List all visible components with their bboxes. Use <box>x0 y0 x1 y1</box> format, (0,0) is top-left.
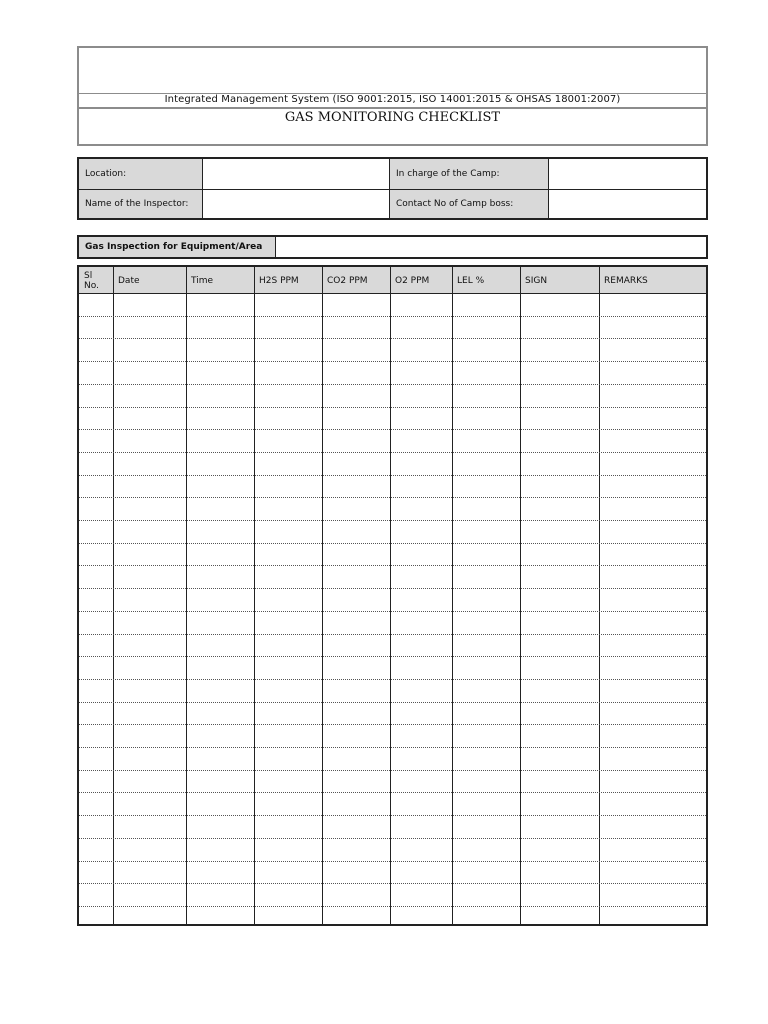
table-cell[interactable] <box>114 680 185 701</box>
table-cell[interactable] <box>453 793 519 814</box>
table-cell[interactable] <box>600 884 705 905</box>
table-cell[interactable] <box>255 884 321 905</box>
table-cell[interactable] <box>453 498 519 519</box>
table-cell[interactable] <box>323 703 389 724</box>
table-cell[interactable] <box>600 725 705 746</box>
table-cell[interactable] <box>255 612 321 633</box>
table-cell[interactable] <box>521 317 598 338</box>
table-cell[interactable] <box>521 453 598 474</box>
table-cell[interactable] <box>391 725 451 746</box>
table-cell[interactable] <box>187 839 253 860</box>
table-cell[interactable] <box>323 521 389 542</box>
table-cell[interactable] <box>114 385 185 406</box>
header-col-sl-no: Sl No. <box>84 271 99 291</box>
table-cell[interactable] <box>600 703 705 724</box>
table-cell[interactable] <box>255 317 321 338</box>
table-cell[interactable] <box>114 816 185 837</box>
table-cell[interactable] <box>80 771 112 792</box>
location-label: Location: <box>79 159 202 189</box>
table-cell[interactable] <box>453 521 519 542</box>
table-cell[interactable] <box>453 339 519 360</box>
table-cell[interactable] <box>255 816 321 837</box>
table-cell[interactable] <box>323 544 389 565</box>
table-cell[interactable] <box>255 725 321 746</box>
gas-log-table <box>77 265 708 926</box>
table-cell[interactable] <box>80 385 112 406</box>
table-cell[interactable] <box>453 453 519 474</box>
table-cell[interactable] <box>521 703 598 724</box>
table-cell[interactable] <box>391 839 451 860</box>
table-cell[interactable] <box>521 408 598 429</box>
table-cell[interactable] <box>114 408 185 429</box>
table-cell[interactable] <box>521 339 598 360</box>
table-cell[interactable] <box>600 862 705 883</box>
table-cell[interactable] <box>255 589 321 610</box>
table-cell[interactable] <box>187 612 253 633</box>
gas-inspection-label: Gas Inspection for Equipment/Area <box>79 237 276 257</box>
table-cell[interactable] <box>391 680 451 701</box>
table-cell[interactable] <box>187 498 253 519</box>
header-col-co2: CO2 PPM <box>327 276 368 286</box>
table-cell[interactable] <box>255 408 321 429</box>
table-cell[interactable] <box>600 566 705 587</box>
header-col-h2s: H2S PPM <box>259 276 299 286</box>
table-cell[interactable] <box>600 839 705 860</box>
table-cell[interactable] <box>521 816 598 837</box>
table-cell[interactable] <box>80 703 112 724</box>
table-cell[interactable] <box>391 544 451 565</box>
table-cell[interactable] <box>600 793 705 814</box>
table-cell[interactable] <box>80 521 112 542</box>
table-cell[interactable] <box>80 294 112 315</box>
table-cell[interactable] <box>453 544 519 565</box>
table-cell[interactable] <box>255 635 321 656</box>
table-cell[interactable] <box>255 703 321 724</box>
management-system-line: Integrated Management System (ISO 9001:2015, ISO 14001:2015 & OHSAS 18001:2007) <box>79 93 706 109</box>
table-cell[interactable] <box>114 657 185 678</box>
contact-label: Contact No of Camp boss: <box>390 190 548 218</box>
table-cell[interactable] <box>521 589 598 610</box>
table-cell[interactable] <box>453 635 519 656</box>
table-cell[interactable] <box>323 748 389 769</box>
table-cell[interactable] <box>600 339 705 360</box>
table-cell[interactable] <box>255 498 321 519</box>
table-cell[interactable] <box>521 294 598 315</box>
table-cell[interactable] <box>114 725 185 746</box>
table-cell[interactable] <box>114 771 185 792</box>
table-cell[interactable] <box>521 862 598 883</box>
table-cell[interactable] <box>255 453 321 474</box>
table-cell[interactable] <box>187 430 253 451</box>
info-row-divider <box>79 189 706 190</box>
table-cell[interactable] <box>255 771 321 792</box>
table-cell[interactable] <box>323 862 389 883</box>
table-cell[interactable] <box>391 703 451 724</box>
table-cell[interactable] <box>391 771 451 792</box>
table-cell[interactable] <box>521 884 598 905</box>
table-cell[interactable] <box>600 317 705 338</box>
table-cell[interactable] <box>114 589 185 610</box>
table-cell[interactable] <box>114 476 185 497</box>
table-cell[interactable] <box>114 703 185 724</box>
table-cell[interactable] <box>600 771 705 792</box>
table-cell[interactable] <box>80 839 112 860</box>
table-cell[interactable] <box>187 476 253 497</box>
table-cell[interactable] <box>323 725 389 746</box>
table-cell[interactable] <box>453 657 519 678</box>
table-cell[interactable] <box>521 521 598 542</box>
table-cell[interactable] <box>255 521 321 542</box>
table-cell[interactable] <box>187 816 253 837</box>
table-cell[interactable] <box>80 453 112 474</box>
table-cell[interactable] <box>323 453 389 474</box>
table-cell[interactable] <box>600 680 705 701</box>
table-cell[interactable] <box>255 385 321 406</box>
table-cell[interactable] <box>391 294 451 315</box>
table-cell[interactable] <box>187 385 253 406</box>
table-cell[interactable] <box>391 793 451 814</box>
table-cell[interactable] <box>521 839 598 860</box>
table-cell[interactable] <box>80 725 112 746</box>
table-cell[interactable] <box>187 294 253 315</box>
header-col-sign: SIGN <box>525 276 548 286</box>
table-cell[interactable] <box>323 498 389 519</box>
table-cell[interactable] <box>391 748 451 769</box>
table-cell[interactable] <box>80 430 112 451</box>
table-cell[interactable] <box>187 362 253 383</box>
table-cell[interactable] <box>600 385 705 406</box>
table-cell[interactable] <box>521 725 598 746</box>
table-cell[interactable] <box>600 362 705 383</box>
table-cell[interactable] <box>600 453 705 474</box>
inspector-field[interactable] <box>203 190 389 218</box>
table-cell[interactable] <box>453 476 519 497</box>
table-cell[interactable] <box>80 635 112 656</box>
table-cell[interactable] <box>391 498 451 519</box>
table-cell[interactable] <box>391 884 451 905</box>
table-cell[interactable] <box>323 793 389 814</box>
table-cell[interactable] <box>453 680 519 701</box>
table-cell[interactable] <box>453 816 519 837</box>
table-cell[interactable] <box>391 339 451 360</box>
table-cell[interactable] <box>187 703 253 724</box>
table-row-divider <box>79 906 706 907</box>
table-cell[interactable] <box>323 339 389 360</box>
table-cell[interactable] <box>391 612 451 633</box>
table-cell[interactable] <box>600 612 705 633</box>
table-cell[interactable] <box>600 498 705 519</box>
table-cell[interactable] <box>187 884 253 905</box>
table-cell[interactable] <box>323 430 389 451</box>
table-cell[interactable] <box>114 566 185 587</box>
document-title: GAS MONITORING CHECKLIST <box>284 110 501 125</box>
table-cell[interactable] <box>453 408 519 429</box>
table-cell[interactable] <box>80 589 112 610</box>
table-cell[interactable] <box>453 385 519 406</box>
document-header <box>77 46 708 146</box>
location-field[interactable] <box>203 159 389 189</box>
logo-area <box>79 48 706 94</box>
table-cell[interactable] <box>521 544 598 565</box>
table-cell[interactable] <box>255 680 321 701</box>
table-cell[interactable] <box>391 476 451 497</box>
table-cell[interactable] <box>323 566 389 587</box>
table-cell[interactable] <box>323 680 389 701</box>
table-cell[interactable] <box>453 566 519 587</box>
table-cell[interactable] <box>323 657 389 678</box>
table-cell[interactable] <box>114 362 185 383</box>
table-cell[interactable] <box>187 771 253 792</box>
table-cell[interactable] <box>255 544 321 565</box>
gas-inspection-field[interactable] <box>277 237 706 257</box>
table-cell[interactable] <box>391 317 451 338</box>
info-col-divider <box>202 159 203 218</box>
table-cell[interactable] <box>323 476 389 497</box>
table-cell[interactable] <box>600 635 705 656</box>
table-cell[interactable] <box>453 703 519 724</box>
table-cell[interactable] <box>323 589 389 610</box>
table-cell[interactable] <box>521 362 598 383</box>
table-cell[interactable] <box>453 884 519 905</box>
table-cell[interactable] <box>187 862 253 883</box>
camp-incharge-field[interactable] <box>549 159 706 189</box>
table-cell[interactable] <box>187 408 253 429</box>
table-cell[interactable] <box>187 566 253 587</box>
table-cell[interactable] <box>187 657 253 678</box>
table-cell[interactable] <box>80 884 112 905</box>
table-cell[interactable] <box>114 339 185 360</box>
table-cell[interactable] <box>255 362 321 383</box>
table-cell[interactable] <box>391 816 451 837</box>
table-cell[interactable] <box>114 635 185 656</box>
table-cell[interactable] <box>80 657 112 678</box>
table-cell[interactable] <box>600 589 705 610</box>
table-cell[interactable] <box>323 408 389 429</box>
table-cell[interactable] <box>521 566 598 587</box>
camp-incharge-label: In charge of the Camp: <box>390 159 548 189</box>
table-cell[interactable] <box>521 612 598 633</box>
table-cell[interactable] <box>323 884 389 905</box>
table-cell[interactable] <box>187 793 253 814</box>
table-cell[interactable] <box>521 476 598 497</box>
table-cell[interactable] <box>187 317 253 338</box>
table-cell[interactable] <box>80 408 112 429</box>
table-cell[interactable] <box>80 339 112 360</box>
table-cell[interactable] <box>114 317 185 338</box>
table-cell[interactable] <box>600 657 705 678</box>
table-cell[interactable] <box>600 816 705 837</box>
table-cell[interactable] <box>323 816 389 837</box>
table-cell[interactable] <box>323 839 389 860</box>
table-cell[interactable] <box>391 385 451 406</box>
table-cell[interactable] <box>453 771 519 792</box>
table-cell[interactable] <box>391 566 451 587</box>
table-cell[interactable] <box>521 498 598 519</box>
table-cell[interactable] <box>114 430 185 451</box>
table-cell[interactable] <box>114 793 185 814</box>
table-cell[interactable] <box>453 612 519 633</box>
table-cell[interactable] <box>187 635 253 656</box>
table-cell[interactable] <box>600 521 705 542</box>
table-cell[interactable] <box>255 566 321 587</box>
table-cell[interactable] <box>521 771 598 792</box>
table-cell[interactable] <box>114 294 185 315</box>
header-col-time: Time <box>191 276 214 286</box>
table-cell[interactable] <box>80 566 112 587</box>
table-cell[interactable] <box>453 862 519 883</box>
table-cell[interactable] <box>521 635 598 656</box>
inspector-label: Name of the Inspector: <box>79 190 202 218</box>
table-cell[interactable] <box>521 748 598 769</box>
table-cell[interactable] <box>323 362 389 383</box>
table-cell[interactable] <box>600 430 705 451</box>
table-cell[interactable] <box>80 317 112 338</box>
table-cell[interactable] <box>391 589 451 610</box>
table-cell[interactable] <box>80 862 112 883</box>
table-cell[interactable] <box>114 544 185 565</box>
table-cell[interactable] <box>521 430 598 451</box>
table-cell[interactable] <box>114 839 185 860</box>
table-cell[interactable] <box>187 725 253 746</box>
header-col-remarks: REMARKS <box>604 276 648 286</box>
table-cell[interactable] <box>80 362 112 383</box>
table-cell[interactable] <box>323 294 389 315</box>
contact-field[interactable] <box>549 190 706 218</box>
table-cell[interactable] <box>255 657 321 678</box>
table-cell[interactable] <box>323 385 389 406</box>
table-cell[interactable] <box>80 816 112 837</box>
table-cell[interactable] <box>255 430 321 451</box>
table-cell[interactable] <box>391 430 451 451</box>
table-cell[interactable] <box>255 339 321 360</box>
table-cell[interactable] <box>187 453 253 474</box>
table-cell[interactable] <box>187 339 253 360</box>
table-cell[interactable] <box>323 317 389 338</box>
table-cell[interactable] <box>453 294 519 315</box>
table-cell[interactable] <box>391 408 451 429</box>
table-cell[interactable] <box>114 498 185 519</box>
table-cell[interactable] <box>114 748 185 769</box>
table-cell[interactable] <box>80 476 112 497</box>
table-cell[interactable] <box>391 635 451 656</box>
table-cell[interactable] <box>323 771 389 792</box>
table-cell[interactable] <box>453 362 519 383</box>
table-cell[interactable] <box>114 862 185 883</box>
table-cell[interactable] <box>80 793 112 814</box>
table-cell[interactable] <box>453 317 519 338</box>
table-cell[interactable] <box>600 294 705 315</box>
table-cell[interactable] <box>187 680 253 701</box>
table-cell[interactable] <box>453 430 519 451</box>
table-cell[interactable] <box>391 657 451 678</box>
table-cell[interactable] <box>187 521 253 542</box>
table-cell[interactable] <box>600 408 705 429</box>
table-cell[interactable] <box>255 793 321 814</box>
table-cell[interactable] <box>391 453 451 474</box>
table-cell[interactable] <box>80 748 112 769</box>
table-cell[interactable] <box>600 476 705 497</box>
gas-inspection-bar <box>77 235 708 259</box>
table-cell[interactable] <box>521 385 598 406</box>
table-cell[interactable] <box>453 725 519 746</box>
table-cell[interactable] <box>255 748 321 769</box>
table-cell[interactable] <box>323 635 389 656</box>
table-cell[interactable] <box>255 294 321 315</box>
table-cell[interactable] <box>187 544 253 565</box>
table-cell[interactable] <box>453 748 519 769</box>
table-cell[interactable] <box>80 680 112 701</box>
table-cell[interactable] <box>521 793 598 814</box>
info-table <box>77 157 708 220</box>
table-cell[interactable] <box>391 521 451 542</box>
header-col-o2: O2 PPM <box>395 276 430 286</box>
header-col-date: Date <box>118 276 140 286</box>
table-cell[interactable] <box>114 612 185 633</box>
table-cell[interactable] <box>391 862 451 883</box>
table-cell[interactable] <box>114 453 185 474</box>
table-cell[interactable] <box>453 839 519 860</box>
info-col-divider <box>548 159 549 218</box>
table-cell[interactable] <box>114 521 185 542</box>
table-cell[interactable] <box>600 748 705 769</box>
table-cell[interactable] <box>187 589 253 610</box>
table-cell[interactable] <box>600 544 705 565</box>
table-cell[interactable] <box>255 862 321 883</box>
table-cell[interactable] <box>80 612 112 633</box>
table-cell[interactable] <box>323 612 389 633</box>
table-cell[interactable] <box>255 476 321 497</box>
table-cell[interactable] <box>114 884 185 905</box>
table-cell[interactable] <box>521 657 598 678</box>
table-cell[interactable] <box>80 498 112 519</box>
table-cell[interactable] <box>255 839 321 860</box>
table-cell[interactable] <box>453 589 519 610</box>
table-cell[interactable] <box>187 748 253 769</box>
table-cell[interactable] <box>80 544 112 565</box>
info-col-divider <box>389 159 390 218</box>
header-col-lel: LEL % <box>457 276 485 286</box>
table-cell[interactable] <box>391 362 451 383</box>
table-cell[interactable] <box>521 680 598 701</box>
